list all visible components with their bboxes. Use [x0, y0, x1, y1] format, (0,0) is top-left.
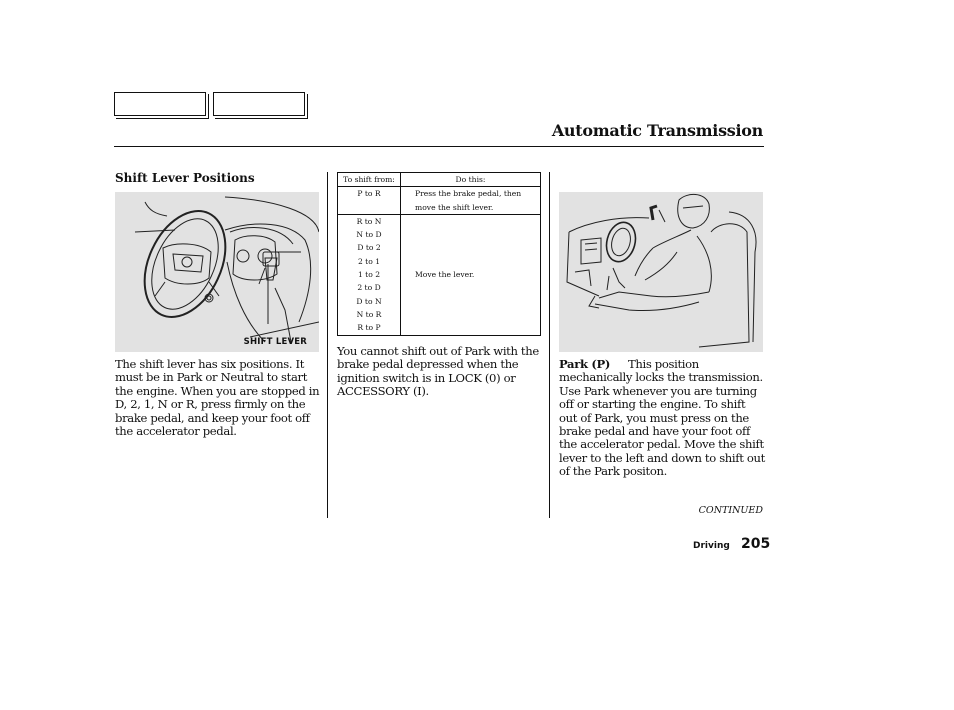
- continued-marker: CONTINUED: [698, 505, 763, 516]
- shift-lever-callout: SHIFT LEVER: [243, 337, 307, 347]
- shift-from-value: N to R: [356, 309, 382, 319]
- table-cell-from: [338, 187, 401, 215]
- table-cell-from: [338, 214, 401, 335]
- shift-from-value: 2 to 1: [357, 256, 381, 266]
- shift-lever-illustration: [115, 192, 319, 352]
- park-term: Park (P): [559, 357, 610, 371]
- section-tab-box-2: [213, 92, 305, 116]
- shift-procedure-table: [337, 172, 541, 336]
- table-header-cell: To shift from:: [338, 173, 401, 187]
- shift-from-value: 1 to 2: [357, 270, 381, 280]
- park-description-text: This position mechanically locks the transmission. Use Park whenever you are turning off or starting the engine. To shift out of Park, you must press on the brake pedal and have your foot off the accelerator pedal. Move the shift lever to the left and down to shift out of the Park positon.: [559, 357, 765, 479]
- page-number: 205: [741, 536, 771, 552]
- shift-positions-paragraph: The shift lever has six positions. It must be in Park or Neutral to start the engine. When you are stopped in D, 2, 1, N or R, press firmly on the brake pedal, and keep your foot off the accelerator pedal.: [115, 357, 320, 439]
- table-cell-action: [401, 187, 541, 215]
- page-title: Automatic Transmission: [551, 121, 763, 140]
- table-row: [338, 214, 541, 335]
- driver-shifting-illustration: [559, 192, 763, 352]
- shift-from-value: D to 2: [357, 243, 381, 253]
- column-divider-2: [549, 172, 550, 518]
- shift-from-value: N to D: [356, 230, 382, 240]
- steering-wheel-drawing: [115, 192, 319, 352]
- section-heading: Shift Lever Positions: [115, 171, 255, 185]
- shift-from-value: D to N: [356, 296, 382, 306]
- park-description-paragraph: [559, 358, 765, 479]
- footer-section-name: Driving: [693, 541, 730, 551]
- driver-drawing: [559, 192, 763, 352]
- table-row: [338, 187, 541, 215]
- shift-from-value: R to N: [356, 216, 382, 226]
- shift-from-value: R to P: [357, 323, 381, 333]
- park-brake-paragraph: You cannot shift out of Park with the brake pedal depressed when the ignition switch is in LOCK (0) or ACCESSORY (I).: [337, 344, 539, 399]
- table-cell-action: Move the lever.: [401, 214, 541, 335]
- shift-from-value: 2 to D: [357, 283, 381, 293]
- column-divider-1: [327, 172, 328, 518]
- shift-action-line: Press the brake pedal, then: [415, 189, 522, 199]
- section-tab-box-1: [114, 92, 206, 116]
- title-rule: [114, 146, 764, 147]
- shift-action-line: move the shift lever.: [415, 202, 494, 212]
- shift-from-value: P to R: [357, 189, 381, 199]
- table-header-row: [338, 173, 541, 187]
- table-header-cell: Do this:: [401, 173, 541, 187]
